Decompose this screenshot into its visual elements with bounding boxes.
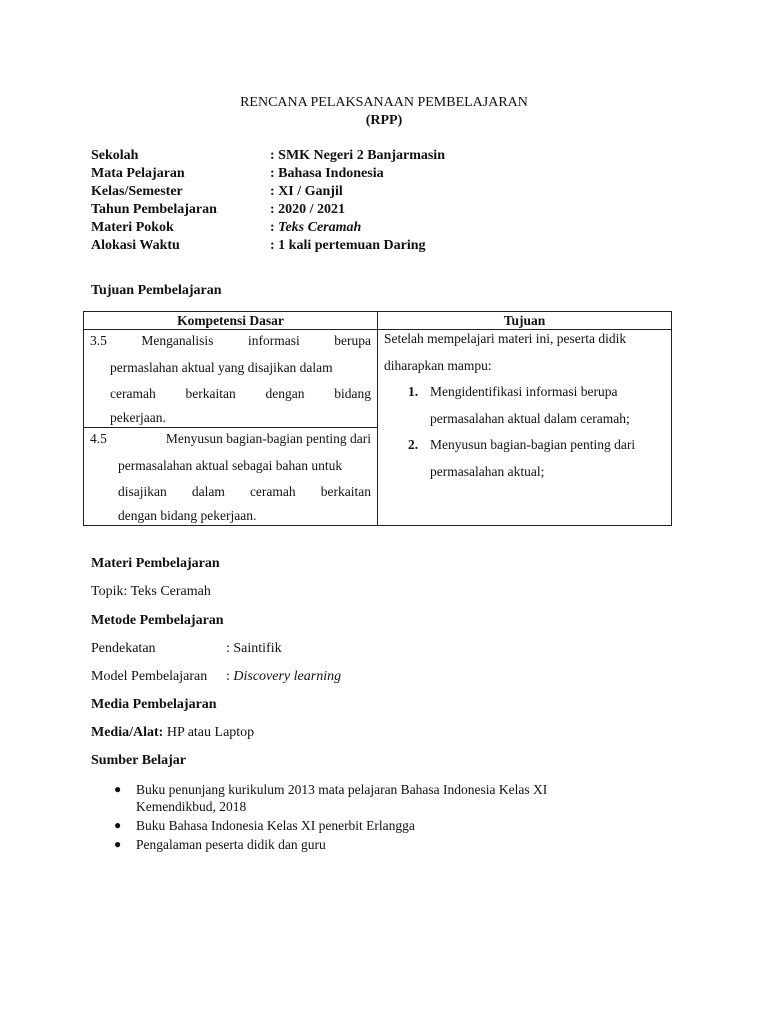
kd-word: berkaitan (185, 386, 236, 401)
label-kelas-semester: Kelas/Semester (91, 184, 183, 199)
table-row (84, 330, 672, 428)
document-title: RENCANA PELAKSANAAN PEMBELAJARAN (240, 95, 528, 110)
kd-line: pekerjaan. (110, 409, 166, 425)
kd-word: disajikan (118, 484, 167, 499)
sumber-list (108, 781, 547, 855)
kd-line: permaslahan aktual yang disajikan dalam (110, 359, 333, 375)
list-item-line: Buku Bahasa Indonesia Kelas XI penerbit Erlangga (136, 818, 415, 833)
tujuan-heading: Tujuan Pembelajaran (91, 283, 222, 298)
value-materi-pokok-text: Teks Ceramah (278, 220, 362, 235)
media-label: Media/Alat: (91, 725, 164, 740)
tujuan-item-number: 2. (408, 437, 419, 452)
kompetensi-table (83, 311, 672, 526)
value-mata-pelajaran: : Bahasa Indonesia (270, 166, 384, 181)
kd-word: ceramah (110, 386, 156, 401)
kd-word: berupa (334, 333, 371, 348)
label-mata-pelajaran: Mata Pelajaran (91, 166, 185, 181)
kd-word: ceramah (249, 484, 296, 499)
list-item (108, 817, 547, 834)
kd-line: dengan bidang pekerjaan. (118, 507, 257, 523)
materi-heading: Materi Pembelajaran (91, 556, 220, 571)
kd-word: Menganalisis (141, 333, 214, 348)
header-tujuan: Tujuan (378, 312, 672, 330)
label-materi-pokok: Materi Pokok (91, 220, 174, 235)
tujuan-item-2 (384, 436, 671, 463)
kd-line (84, 428, 377, 455)
kd-cell-3-5 (84, 330, 378, 428)
value-alokasi-waktu: : 1 kali pertemuan Daring (270, 238, 426, 253)
list-item-line: Kemendikbud, 2018 (136, 799, 247, 814)
kd-word: dengan (265, 386, 305, 401)
media-line (91, 725, 254, 741)
materi-topic: Topik: Teks Ceramah (91, 584, 211, 599)
pendekatan-label: Pendekatan (91, 641, 156, 656)
model-value-prefix: : (226, 669, 234, 684)
list-item-line: Pengalaman peserta didik dan guru (136, 837, 326, 852)
kd-word: dalam (191, 484, 225, 499)
tujuan-item-1 (384, 383, 671, 410)
kd-line (84, 383, 377, 410)
list-item (108, 836, 547, 853)
kd-cell-4-5 (84, 428, 378, 526)
tujuan-item-text: Menyusun bagian-bagian penting dari (430, 437, 636, 452)
value-materi-pokok-prefix: : (270, 220, 279, 235)
media-value: HP atau Laptop (166, 725, 255, 740)
kd-line (84, 330, 377, 357)
header-kompetensi-dasar: Kompetensi Dasar (84, 312, 378, 330)
kd-number: 3.5 (90, 333, 107, 348)
list-item (108, 781, 547, 815)
kd-word: berkaitan (320, 484, 371, 499)
tujuan-item-number: 1. (408, 384, 419, 399)
media-heading: Media Pembelajaran (91, 697, 217, 712)
kd-number: 4.5 (90, 431, 107, 446)
kd-line (84, 481, 377, 508)
tujuan-cell (378, 330, 672, 526)
model-value (226, 669, 341, 685)
kd-line: permasalahan aktual sebagai bahan untuk (118, 457, 343, 473)
tujuan-intro-line: Setelah mempelajari materi ini, peserta didik (384, 331, 627, 346)
kd-word: informasi (247, 333, 300, 348)
pendekatan-value: : Saintifik (226, 641, 282, 656)
sumber-heading: Sumber Belajar (91, 753, 187, 768)
model-label: Model Pembelajaran (91, 669, 208, 684)
label-tahun-pembelajaran: Tahun Pembelajaran (91, 202, 217, 217)
value-tahun-pembelajaran: : 2020 / 2021 (270, 202, 346, 217)
tujuan-item-2-cont: permasalahan aktual; (430, 463, 545, 479)
bullet-icon: ● (114, 818, 122, 832)
tujuan-item-1-cont: permasalahan aktual dalam ceramah; (430, 410, 630, 426)
value-sekolah: : SMK Negeri 2 Banjarmasin (270, 148, 445, 163)
value-materi-pokok (270, 220, 361, 236)
label-alokasi-waktu: Alokasi Waktu (91, 238, 180, 253)
bullet-icon: ● (114, 782, 122, 796)
metode-heading: Metode Pembelajaran (91, 613, 224, 628)
label-sekolah: Sekolah (91, 148, 139, 163)
document-subtitle: (RPP) (365, 113, 403, 128)
kd-word: bidang (334, 386, 371, 401)
table-header-row (84, 312, 672, 330)
kd-word: Menyusun bagian-bagian penting dari (165, 431, 371, 446)
list-item-line: Buku penunjang kurikulum 2013 mata pelajaran Bahasa Indonesia Kelas XI (136, 782, 548, 797)
bullet-icon: ● (114, 837, 122, 851)
tujuan-intro-line: diharapkan mampu: (384, 357, 492, 373)
value-kelas-semester: : XI / Ganjil (270, 184, 343, 199)
model-value-text: Discovery learning (233, 669, 342, 684)
tujuan-item-text: Mengidentifikasi informasi berupa (430, 384, 618, 399)
